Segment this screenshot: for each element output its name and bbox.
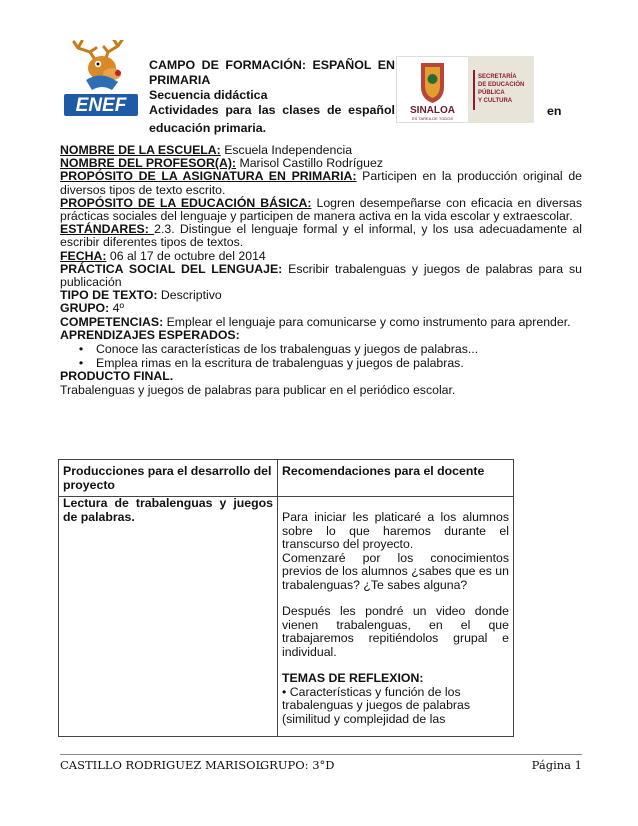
recomendacion-p3: Después les pondré un video donde vienen trabalenguas, en el que trabajaremos repitiéndolos grupal e individual. [282, 604, 509, 659]
header-title [149, 58, 395, 118]
field-estandares [60, 223, 582, 249]
table-cell-produccion [59, 497, 278, 737]
field-aprendizajes [60, 329, 582, 342]
project-table [58, 459, 514, 737]
tipo-label: TIPO DE TEXTO: [60, 288, 158, 303]
footer-page-number: Página 1 [531, 758, 582, 772]
grupo-value: 4º [109, 301, 124, 316]
header-title-line5: educación primaria. [149, 121, 267, 135]
proposito-educacion-value: Logren desempeñarse con eficacia en diversas prácticas sociales del lenguaje y participen de manera activa en la vida escolar y extraescolar. [60, 195, 582, 224]
header-title-line2: PRIMARIA [149, 73, 211, 87]
escuela-label: NOMBRE DE LA ESCUELA: [60, 143, 221, 157]
field-producto [60, 370, 582, 383]
footer-grupo: GRUPO: 3°D [260, 758, 335, 772]
footer-author: CASTILLO RODRIGUEZ MARISOL [60, 758, 264, 772]
competencias-label: COMPETENCIAS: [60, 314, 164, 329]
field-proposito-educacion [60, 197, 582, 223]
proposito-asignatura-label: PROPÓSITO DE LA ASIGNATURA EN PRIMARIA: [60, 169, 357, 184]
table-cell-recomendacion [278, 497, 514, 737]
secretaria-line3: PÚBLICA [478, 90, 505, 96]
grupo-label: GRUPO: [60, 301, 110, 316]
table-row [59, 497, 514, 737]
bullet-icon: • [78, 356, 84, 371]
proposito-asignatura-value: Participen en la producción original de diversos tipos de texto escrito. [60, 169, 582, 197]
estandares-label: ESTÁNDARES: [60, 222, 155, 237]
sinaloa-logo-text: SINALOA [410, 105, 455, 116]
fecha-value: 06 al 17 de octubre del 2014 [106, 248, 266, 263]
table-header-row [59, 460, 514, 497]
sinaloa-logo [396, 56, 469, 123]
list-item [60, 343, 582, 356]
estandares-value: 2.3. Distingue el lenguaje formal y el informal, y los usa adecuadamente al escribir diferentes tipos de textos. [60, 222, 583, 250]
document-body [60, 144, 582, 397]
profesor-label: NOMBRE DEL PROFESOR(A): [60, 156, 237, 171]
enef-logo [60, 40, 142, 120]
producto-value: Trabalenguas y juegos de palabras para publicar en el periódico escolar. [60, 382, 456, 397]
secretaria-line4: Y CULTURA [478, 98, 513, 104]
recomendacion-p5: • Características y función de los trabalenguas y juegos de palabras (similitud y complejidad de las [282, 684, 471, 726]
aprendizaje-1: Conoce las características de los trabalenguas y juegos de palabras... [96, 342, 479, 357]
tipo-value: Descriptivo [157, 288, 222, 303]
recomendacion-p2: Comenzaré por los conocimientos previos de los alumnos ¿sabes que es un trabalenguas? ¿Te sabes alguna? [282, 550, 509, 592]
escuela-value: Escuela Independencia [220, 143, 353, 157]
table-head-producciones: Producciones para el desarrollo del proyecto [59, 460, 278, 497]
enef-logo-text: ENEF [75, 95, 127, 116]
aprendizajes-label: APRENDIZAJES ESPERADOS: [60, 327, 240, 342]
footer-divider [60, 754, 582, 755]
field-proposito-asignatura [60, 170, 582, 196]
field-practica-social [60, 263, 582, 289]
practica-label: PRÁCTICA SOCIAL DEL LENGUAJE: [60, 261, 283, 276]
secretaria-line1: SECRETARÍA [478, 74, 517, 80]
competencias-value: Emplear el lenguaje para comunicarse y como instrumento para aprender. [163, 314, 571, 329]
table-head-recomendaciones: Recomendaciones para el docente [278, 460, 514, 497]
field-tipo-texto [60, 289, 582, 302]
aprendizaje-2: Emplea rimas en la escritura de trabalenguas y juegos de palabras. [96, 356, 464, 371]
bullet-icon: • [78, 342, 84, 357]
proposito-educacion-label: PROPÓSITO DE LA EDUCACIÓN BÁSICA: [60, 195, 312, 210]
practica-value: Escribir trabalenguas y juegos de palabras para su publicación [60, 261, 582, 290]
header-title-line3: Secuencia didáctica [149, 88, 268, 102]
recomendacion-temas-title: TEMAS DE REFLEXION: [282, 671, 424, 685]
produccion-text: Lectura de trabalenguas y juegos de palabras. [63, 496, 273, 524]
fecha-label: FECHA: [60, 248, 107, 263]
secretaria-cultura-logo [468, 56, 534, 123]
profesor-value: Marisol Castillo Rodríguez [236, 156, 383, 171]
sinaloa-logo-motto: ES TAREA DE TODOS [411, 116, 454, 121]
recomendacion-p1: Para iniciar les platicaré a los alumnos sobre lo que haremos durante el transcurso del proyecto. [282, 510, 509, 551]
header-title-line1: CAMPO DE FORMACIÓN: ESPAÑOL EN [149, 58, 395, 72]
secretaria-line2: DE EDUCACIÓN [478, 82, 525, 88]
header-title-tail: en [547, 104, 562, 118]
header-title-line4: Actividades para las clases de español [149, 103, 395, 117]
producto-label: PRODUCTO FINAL. [60, 369, 174, 384]
